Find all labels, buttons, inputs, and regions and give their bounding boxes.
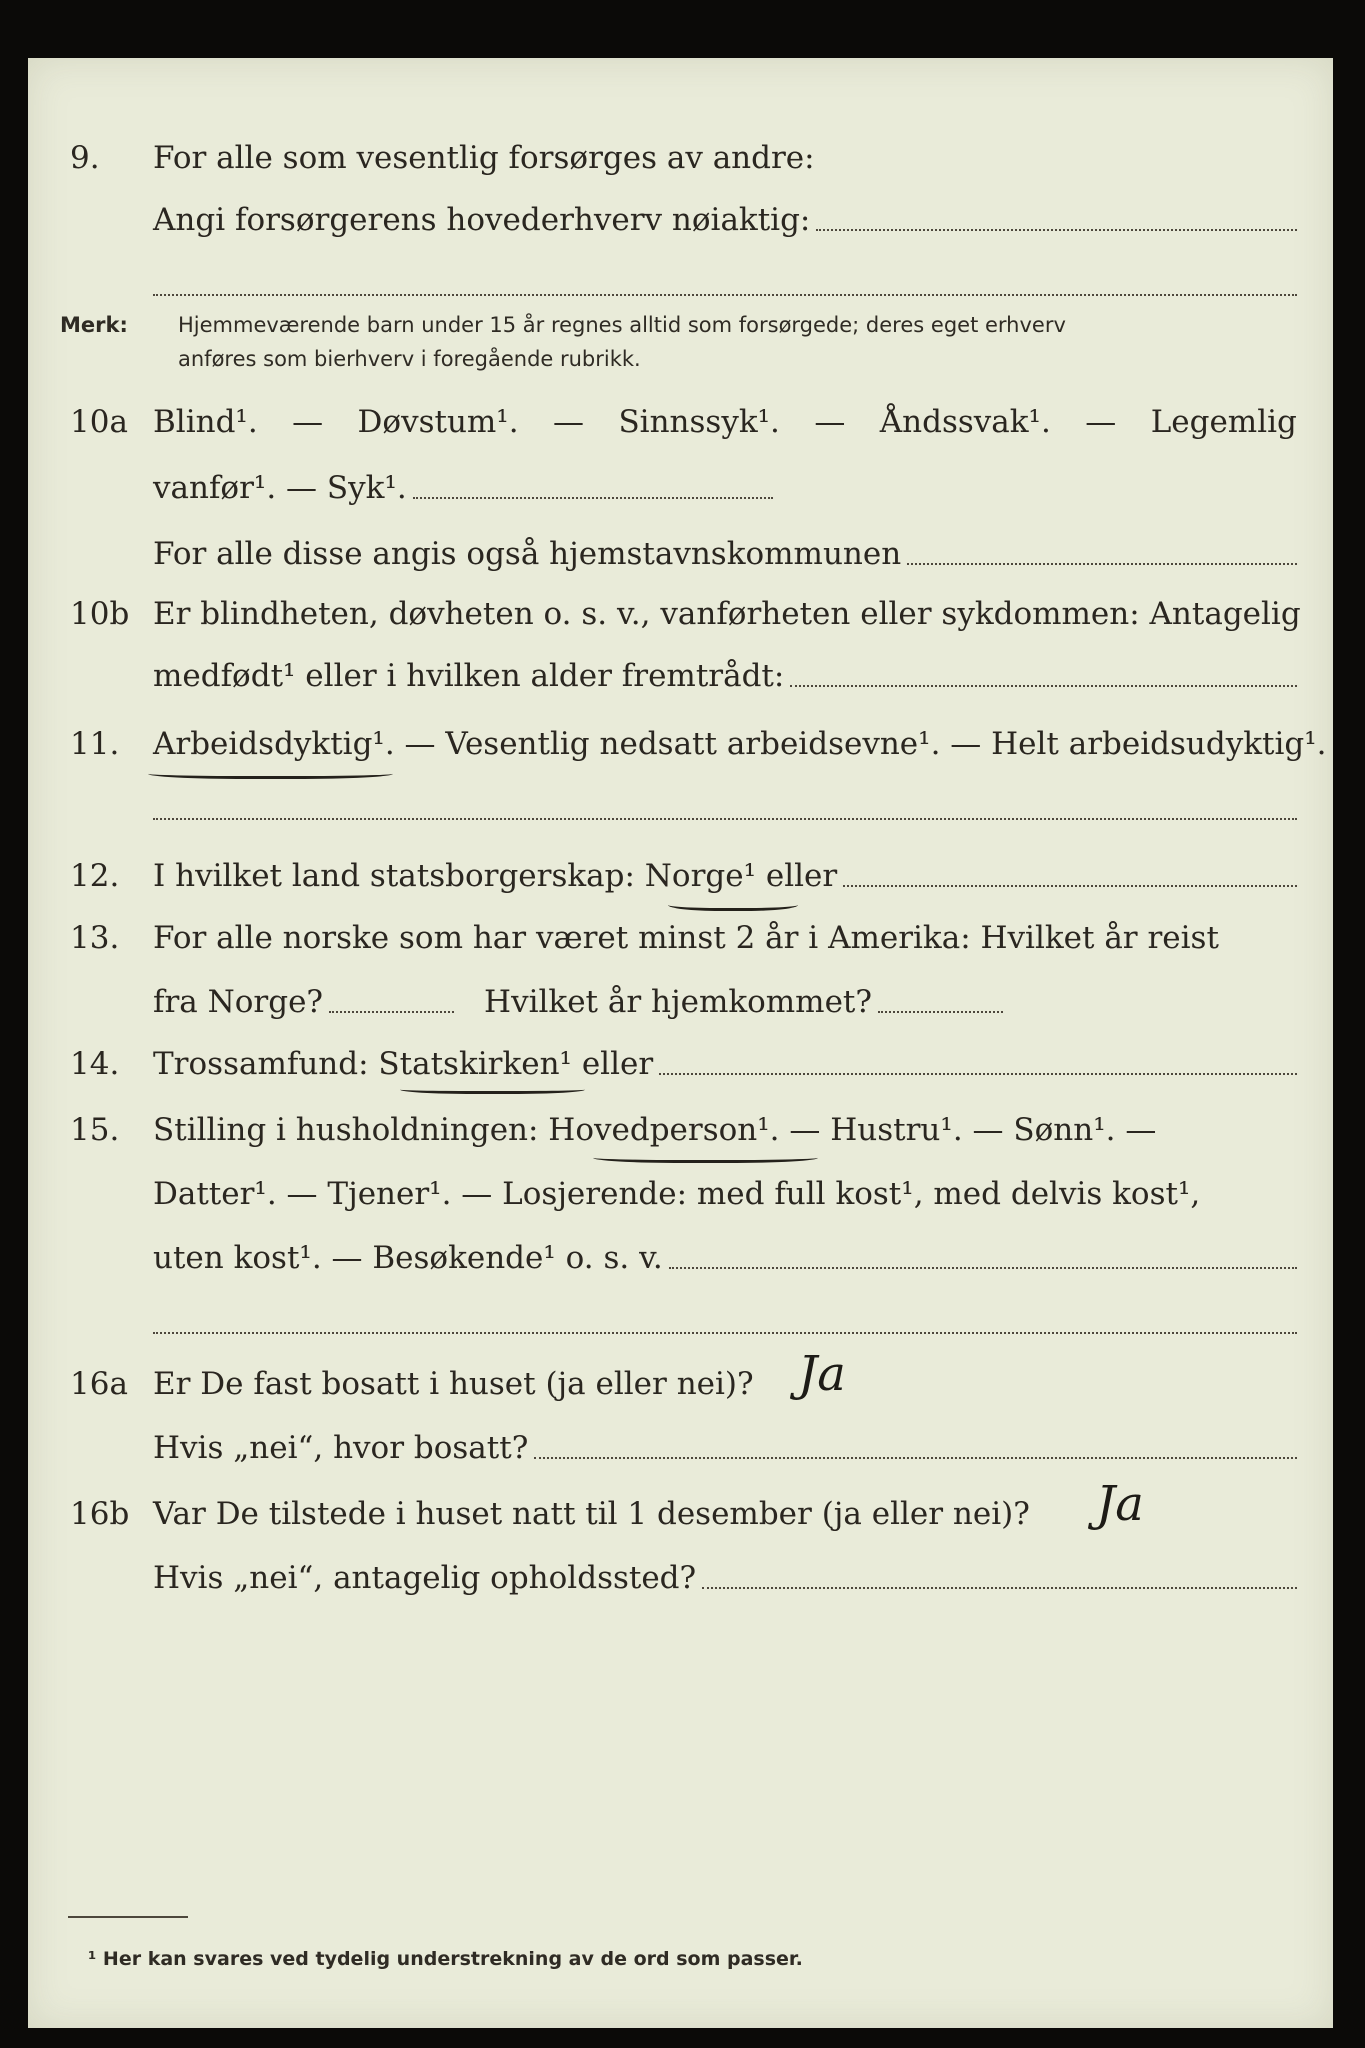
q10a-syk-field[interactable]	[413, 496, 773, 499]
underline-mark-statskirken	[400, 1083, 585, 1094]
q9-extra-line[interactable]	[153, 294, 1297, 296]
q10b-question: Er blindheten, døvheten o. s. v., vanførheten eller sykdommen: Antagelig	[153, 596, 1301, 632]
q11-options[interactable]: Arbeidsdyktig¹. — Vesentlig nedsatt arbeidsevne¹. — Helt arbeidsudyktig¹.	[153, 726, 1327, 762]
q10b-number: 10b	[70, 596, 130, 632]
q16a-question: Er De fast bosatt i huset (ja eller nei)?	[153, 1366, 754, 1402]
q10b-onset-field[interactable]	[790, 684, 1297, 687]
q9-provider-label: Angi forsørgerens hovederhverv nøiaktig:	[153, 202, 811, 238]
option-sinnssyk[interactable]: Sinnssyk¹.	[618, 404, 780, 440]
q10b-onset-label: medfødt¹ eller i hvilken alder fremtrådt:	[153, 658, 785, 694]
q13-question: For alle norske som har været minst 2 år i Amerika: Hvilket år reist	[153, 920, 1219, 956]
q15-other-field[interactable]	[669, 1266, 1297, 1269]
q11-number: 11.	[70, 726, 120, 762]
footnote: ¹ Her kan svares ved tydelig understrekning av de ord som passer.	[88, 1948, 803, 1970]
q15-number: 15.	[70, 1112, 120, 1148]
note-line-2: anføres som bierhverv i foregående rubrikk.	[178, 347, 641, 371]
q9-number: 9.	[70, 140, 100, 176]
q9-provider-field[interactable]	[816, 228, 1297, 231]
note-label: Merk:	[60, 313, 128, 337]
option-andssvak[interactable]: Åndssvak¹.	[879, 404, 1051, 440]
q15-extra-line[interactable]	[153, 1332, 1297, 1334]
q13-number: 13.	[70, 920, 120, 956]
dash: —	[814, 404, 846, 440]
underline-mark-hovedperson	[593, 1150, 818, 1163]
note-line-1: Hjemmeværende barn under 15 år regnes alltid som forsørgede; deres eget erhverv	[178, 313, 1066, 337]
q15-options-1[interactable]: Stilling i husholdningen: Hovedperson¹. — Hustru¹. — Sønn¹. —	[153, 1112, 1157, 1148]
q13-returned-field[interactable]	[878, 1010, 1003, 1013]
hometown-label: For alle disse angis også hjemstavnskommunen	[153, 536, 902, 572]
q16b-handwritten-answer[interactable]: Ja	[1096, 1476, 1144, 1532]
q16a-handwritten-answer[interactable]: Ja	[798, 1346, 846, 1402]
underline-mark-norge	[668, 896, 798, 911]
hometown-field[interactable]	[907, 562, 1297, 565]
underline-mark-arbeidsdyktig	[148, 766, 393, 779]
q14-number: 14.	[70, 1046, 120, 1082]
q16b-number: 16b	[70, 1496, 130, 1532]
q13-returned-label: Hvilket år hjemkommet?	[484, 984, 873, 1020]
q9-question: For alle som vesentlig forsørges av andre:	[153, 140, 815, 176]
q16b-stay-label: Hvis „nei“, antagelig opholdssted?	[153, 1560, 697, 1596]
q12-question[interactable]: I hvilket land statsborgerskap: Norge¹ eller	[153, 858, 838, 894]
option-dovstum[interactable]: Døvstum¹.	[357, 404, 519, 440]
q14-religion-field[interactable]	[659, 1072, 1297, 1075]
q12-country-field[interactable]	[843, 884, 1297, 887]
dash: —	[1085, 404, 1117, 440]
option-legemlig[interactable]: Legemlig	[1150, 404, 1297, 440]
q10a-options	[153, 402, 1297, 442]
q16a-where-label: Hvis „nei“, hvor bosatt?	[153, 1430, 529, 1466]
option-vanfor-syk[interactable]: vanfør¹. — Syk¹.	[153, 470, 407, 506]
q16b-question: Var De tilstede i huset natt til 1 desember (ja eller nei)?	[153, 1496, 1030, 1532]
q16a-where-field[interactable]	[534, 1456, 1297, 1459]
q11-extra-line[interactable]	[153, 818, 1297, 820]
q10a-number: 10a	[70, 404, 128, 440]
q14-question[interactable]: Trossamfund: Statskirken¹ eller	[153, 1046, 654, 1082]
option-blind[interactable]: Blind¹.	[153, 404, 258, 440]
q15-options-3[interactable]: uten kost¹. — Besøkende¹ o. s. v.	[153, 1240, 663, 1276]
q13-departed-label: fra Norge?	[153, 984, 324, 1020]
q16a-number: 16a	[70, 1366, 128, 1402]
q16b-stay-field[interactable]	[702, 1586, 1297, 1589]
q12-number: 12.	[70, 858, 120, 894]
footnote-rule	[68, 1916, 188, 1918]
q13-departed-field[interactable]	[329, 1010, 454, 1013]
q15-options-2[interactable]: Datter¹. — Tjener¹. — Losjerende: med full kost¹, med delvis kost¹,	[153, 1176, 1201, 1212]
dash: —	[292, 404, 324, 440]
dash: —	[553, 404, 585, 440]
census-form-page	[28, 58, 1333, 2028]
